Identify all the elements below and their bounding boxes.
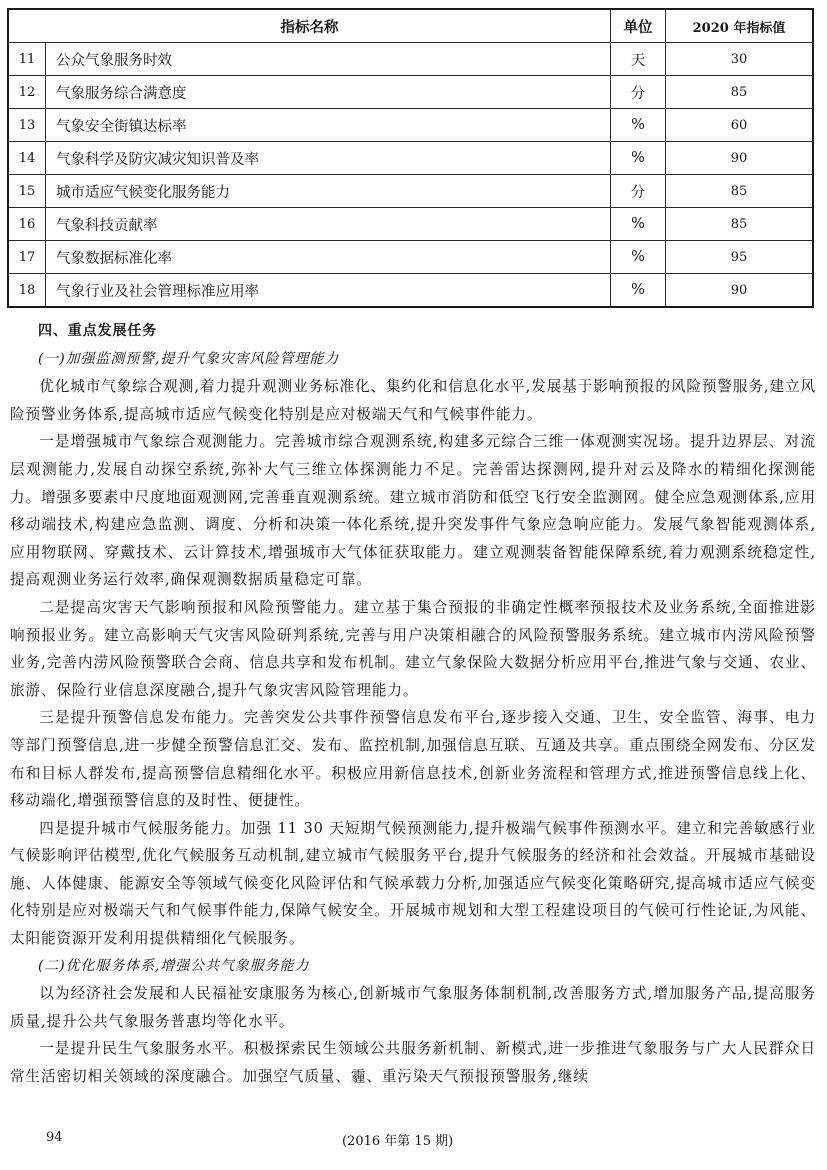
row-value: 85	[666, 175, 814, 208]
indicator-table	[7, 8, 814, 308]
row-number: 16	[8, 208, 46, 241]
row-name: 城市适应气候变化服务能力	[46, 175, 611, 208]
table-row	[8, 43, 813, 76]
row-value: 90	[666, 274, 814, 308]
table-row	[8, 109, 813, 142]
table-row	[8, 142, 813, 175]
row-number: 15	[8, 175, 46, 208]
row-number: 14	[8, 142, 46, 175]
row-number: 13	[8, 109, 46, 142]
row-number: 18	[8, 274, 46, 308]
row-unit: %	[611, 274, 666, 308]
paragraph: 以为经济社会发展和人民福祉安康服务为核心,创新城市气象服务体制机制,改善服务方式,增加服务产品,提高服务质量,提升公共气象服务普惠均等化水平。	[10, 985, 816, 1030]
row-unit: 分	[611, 76, 666, 109]
header-indicator-name: 指标名称	[8, 9, 611, 43]
row-number: 12	[8, 76, 46, 109]
subsection-title-2: (二)优化服务体系,增强公共气象服务能力	[38, 957, 310, 974]
table-row	[8, 241, 813, 274]
row-unit: %	[611, 241, 666, 274]
row-unit: 天	[611, 43, 666, 76]
row-value: 85	[666, 76, 814, 109]
row-unit: %	[611, 208, 666, 241]
row-value: 30	[666, 43, 814, 76]
issue-label: (2016 年第 15 期)	[342, 1134, 454, 1149]
paragraph: 一是增强城市气象综合观测能力。完善城市综合观测系统,构建多元综合三维一体观测实况场。提升边界层、对流层观测能力,发展自动探空系统,弥补大气三维立体探测能力不足。完善雷达探测网,提升对云及降水的精细化探测能力。增强多要素中尺度地面观测网,完善垂直观测系统。建立城市消防和低空飞行安全监测网。健全应急观测体系,应用移动端技术,构建应急监测、调度、分析和决策一体化系统,提升突发事件气象应急响应能力。发展气象智能观测体系,应用物联网、穿戴技术、云计算技术,增强城市大气体征获取能力。建立观测装备智能保障系统,着力观测系统稳定性,提高观测业务运行效率,确保观测数据质量稳定可靠。	[10, 433, 816, 589]
page-number: 94	[46, 1130, 63, 1145]
subsection-title-1: (一)加强监测预警,提升气象灾害风险管理能力	[38, 350, 340, 367]
row-unit: %	[611, 142, 666, 175]
row-number: 11	[8, 43, 46, 76]
table-row	[8, 274, 813, 308]
row-name: 气象安全街镇达标率	[46, 109, 611, 142]
row-name: 气象科技贡献率	[46, 208, 611, 241]
paragraph: 二是提高灾害天气影响预报和风险预警能力。建立基于集合预报的非确定性概率预报技术及业务系统,全面推进影响预报业务。建立高影响天气灾害风险研判系统,完善与用户决策相融合的风险预警服务系统。建立城市内涝风险预警业务,完善内涝风险预警联合会商、信息共享和发布机制。建立气象保险大数据分析应用平台,推进气象与交通、农业、旅游、保险行业信息深度融合,提升气象灾害风险管理能力。	[10, 598, 816, 699]
row-name: 气象科学及防灾减灾知识普及率	[46, 142, 611, 175]
row-name: 气象行业及社会管理标准应用率	[46, 274, 611, 308]
section-title: 四、重点发展任务	[38, 323, 158, 339]
row-unit: %	[611, 109, 666, 142]
header-unit: 单位	[611, 9, 666, 43]
row-number: 17	[8, 241, 46, 274]
header-value-2020: 2020 年指标值	[666, 9, 814, 43]
paragraph: 三是提升预警信息发布能力。完善突发公共事件预警信息发布平台,逐步接入交通、卫生、安全监管、海事、电力等部门预警信息,进一步健全预警信息汇交、发布、监控机制,加强信息互联、互通及共享。重点围绕全网发布、分区发布和目标人群发布,提高预警信息精细化水平。积极应用新信息技术,创新业务流程和管理方式,推进预警信息线上化、移动端化,增强预警信息的及时性、便捷性。	[10, 709, 816, 810]
row-value: 95	[666, 241, 814, 274]
table-row	[8, 76, 813, 109]
paragraph: 一是提升民生气象服务水平。积极探索民生领域公共服务新机制、新模式,进一步推进气象服务与广大人民群众日常生活密切相关领域的深度融合。加强空气质量、霾、重污染天气预报预警服务,继续	[10, 1040, 816, 1086]
body-text	[10, 318, 816, 1091]
table-row	[8, 175, 813, 208]
row-unit: 分	[611, 175, 666, 208]
row-name: 气象数据标准化率	[46, 241, 611, 274]
row-name: 气象服务综合满意度	[46, 76, 611, 109]
row-value: 85	[666, 208, 814, 241]
row-name: 公众气象服务时效	[46, 43, 611, 76]
paragraph: 四是提升城市气候服务能力。加强 11 30 天短期气候预测能力,提升极端气候事件预测水平。建立和完善敏感行业气候影响评估模型,优化气候服务互动机制,建立城市气候服务平台,提升气候服务的经济和社会效益。开展城市基础设施、人体健康、能源安全等领域气候变化风险评估和气候承载力分析,加强适应气候变化策略研究,提高城市适应气候变化特别是应对极端天气和气候事件能力,保障气候安全。开展城市规划和大型工程建设项目的气候可行性论证,为风能、太阳能资源开发利用提供精细化气候服务。	[10, 819, 816, 948]
table-row	[8, 208, 813, 241]
row-value: 90	[666, 142, 814, 175]
row-value: 60	[666, 109, 814, 142]
paragraph: 优化城市气象综合观测,着力提升观测业务标准化、集约化和信息化水平,发展基于影响预报的风险预警服务,建立风险预警业务体系,提高城市适应气候变化特别是应对极端天气和气候事件能力。	[10, 378, 816, 423]
table-header-row	[8, 9, 813, 43]
